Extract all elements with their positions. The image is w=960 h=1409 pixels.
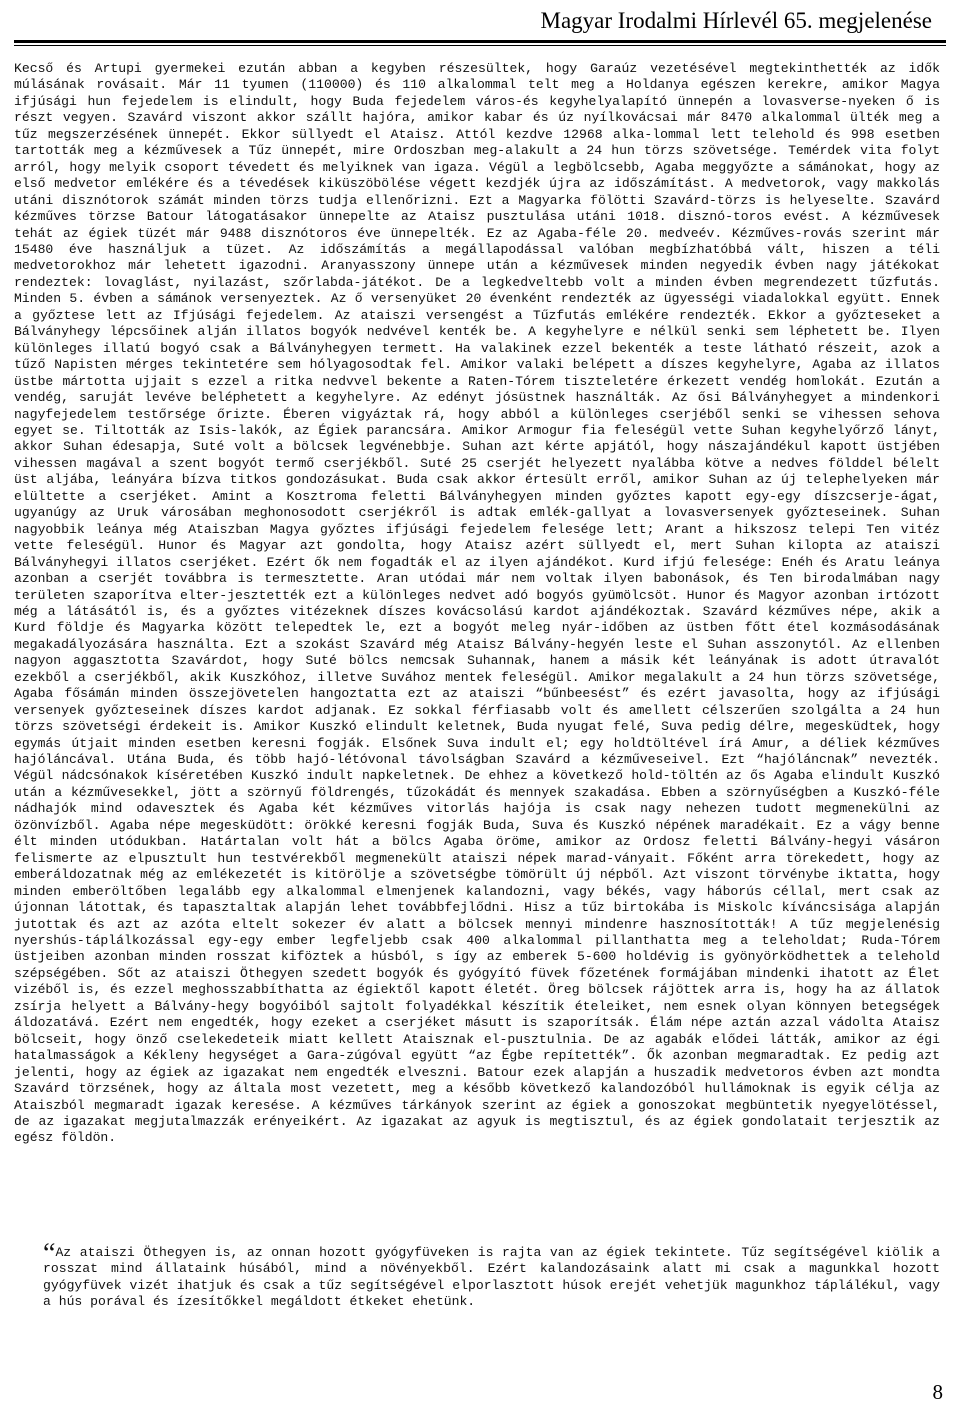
page-title: Magyar Irodalmi Hírlevél 65. megjelenése	[540, 8, 932, 33]
quote-mark: “	[43, 1238, 56, 1269]
header-divider-thin	[14, 45, 946, 46]
header-divider	[14, 40, 946, 43]
page-number: 8	[932, 1380, 943, 1404]
body-paragraph: Kecső és Artupi gyermekei ezután abban a kegyben részesültek, hogy Garaúz vezetésével megtekinthették az idők múlásának rovásait. Már 11 tyumen (110000) és 110 alkalommal telt meg a Holdanya egészen kerekre, amikor Magya ifjúsági hun fejedelem is elindult, hogy Buda fejedelem város-és kegyhelyalapító ünnepén a lovasverse-nyeken ő is részt vegyen. Szavárd viszont akkor szállt hajóra, amikor kabar és úz nyílkovácsai már 8470 alkalommal ülték meg a tűz megszerzésének ünnepét. Ekkor süllyedt el Ataisz. Attól kezdve 12968 alka-lommal lett telehold és 998 esetben tartották meg a kézművesek a Tűz ünnepét, mire Ordoszban meg-alakult a 24 hun törzs szövetsége. Temérdek vita folyt arról, hogy melyik csoport tévedett és melyiknek van igaza. Végül a legbölcsebb, Agaba meggyőzte a sámánokat, hogy az első medvetor emlékére és a tévedések kiküszöbölése végett kezdjék újra az időszámítást. A medvetorok, vagy makkolás utáni disznótorok számát minden törzs tudja ellenőrizni. Ezt a Magyarka fölötti Szavárd-törzs is helyeselte. Szavárd kézműves törzse Batour látogatásakor ünnepelte az Ataisz pusztulása utáni 1018. disznó-toros evést. A kézművesek tehát az égiek tüzét már 9488 disznótoros éve ünnepelték. Ez az Agaba-féle 20. medveév. Kézműves-rovás szerint már 15480 éve használjuk a tüzet. Az időszámítás a megállapodással valóban megbízhatóbbá vált, hiszen a téli medvetorokhoz már lehetett igazodni. Aranyasszony ünnepe után a kézművesek minden negyedik évben nagy játékokat rendeztek: lovaglást, nyilazást, szőrlabda-játékot. De a legkedveltebb volt a minden évben megrendezett tűzfutás. Minden 5. évben a sámánok versenyeztek. Az ő versenyüket 20 évenként rendezték az ügyességi viadalokkal együtt. Ennek a győztese lett az Ifjúsági fejedelem. Az ataiszi versengést a Tűzfutás emlékére rendezték. Ekkor a győzteseket a Bálványhegy lépcsőinek alján illatos bogyók nedvével kenték be. A kegyhelyre e nélkül senki sem léphetett be. Ilyen különleges illatú bogyó csak a Bálványhegyen termett. Ha valakinek ezzel bekenték a teste látható részeit, azok a tűző Napisten mérges tekintetére sem hólyagosodtak fel. Amikor valaki belépett a díszes kegyhelyre, Agaba az illatos üstbe mártotta ujjait s ezzel a ritka nedvvel bekente a Raten-Tórem tiszteletére érkezett vendég homlokát. Ezután a vendég, saruját levéve beléphetett a kegyhelyre. Az edényt jósüstnek használták. Az ősi Bálványhegyet a mindenkori nagyfejedelem testőrsége őrizte. Éberen vigyáztak rá, hogy abból a különleges cserjéből senki se vihessen sehova egyet se. Tiltották az Isis-lakók, az Égiek parancsára. Amikor Armogur fia feleségül vette Suhan kegyhelyőrző lányt, akkor Suhan édesapja, Suté volt a bölcsek legvénebbje. Suhan azt kérte apjától, hogy nászajándékul kapott üstjében vihessen magával a szent bogyót termő cserjékből. Suté 25 cserjét helyezett nyalábba kötve a nedves földdel bélelt üst aljába, leányára bízva titkos gondozásukat. Buda csak akkor értesült erről, amikor Suhan az új telephelyeken már elültette a cserjéket. Amint a Kosztroma feletti Bálványhegyen minden győztes kapott egy-egy díszcserje-ágat, ugyanúgy az Uruk városában meghonosodott cserjékről is adtak emlék-gallyat a lovasversenyek győzteseinek. Suhan nagyobbik leánya még Ataiszban Magya győztes ifjúsági fejedelem felesége lett; Arant a hikszosz telepi Ten vitéz vette feleségül. Hunor és Magyar azt gondolta, hogy Ataisz azért süllyedt el, mert Suhan kilopta az ataiszi Bálványhegyi illatos cserjéket. Ezért ők nem fogadták el az ilyen ajándékot. Kurd ifjú felesége: Enéh és Aratu leánya azonban a cserjét továbbra is termesztette. Aran utódai már nem voltak ilyen babonások, és Ten birodalmában nagy területen szaporítva elter-jesztették ezt a különleges nedvet adó bogyós gyümölcsöt. Hunor és Magyor azonban irtózott még a látásától is, és a győztes vitézeknek díszes kovácsolású kardot ajándékoztak. Szavárd kézműves népe, akik a Kurd földje és Magyarka között telepedtek le, ezt a bogyót meleg nyár-időben az üstben főtt étel kozmásodásának megakadályozására használta. Ezt a szokást Szavárd még Ataisz Bálvány-hegyén leste el Suhan asszonytól. Az ellenben nagyon aggasztotta Szavárdot, hogy Suté bölcs nemcsak Suhannak, hanem a másik két leányának is adott útravalót ezekből a cserjékből, akik Kuszkóhoz, illetve Suvához mentek feleségül. Amikor megalakult a 24 hun törzs szövetsége, Agaba fősámán minden összejövetelen hangoztatta ezt az ataiszi “bűnbeesést” és ezért javasolta, hogy az ifjúsági versenyek győzteseinek díszes kardot adjanak. Ez sokkal férfiasabb volt és amellett célszerűen szolgálta a 24 hun törzs szövetségi érdekeit is. Amikor Kuszkó elindult keletnek, Buda nyugat felé, Suva pedig délre, megesküdtek, hogy egymás útjait minden esetben keresni fogják. Elsőnek Suva indult el; egy holdtöltével írá Amur, a déliek kézműves hajóláncával. Utána Buda, és több hajó-létóvonal távolságban Szavárd a kézműveseivel. Ezt “hajóláncnak” nevezték. Végül nádcsónakok kíséretében Kuszkó indult napkeletnek. De ehhez a következő hold-töltén az ős Agaba elindult Kuszkó után a kézművesekkel, jött a szörnyű földrengés, tűzokádát és mennyek szakadása. Ebben a szörnyűségben a Kuszkó-féle nádhajók mind odavesztek és Agaba két kézműves vitorlás hajója is csak nagy nehezen tudott megmenekülni az özönvízből. Agaba népe megesküdött: örökké keresni fogják Buda, Suva és Kuszkó népének maradékait. Ez a vágy benne élt minden utódukban. Határtalan volt hát a bölcs Agaba öröme, amikor az Ordosz feletti Bálvány-hegyi vásáron felismerte az elpusztult hun testvérekből megmenekült ataiszi népek marad-ványait. Főként arra törekedett, hogy az emberáldozatnak még az emlékezetét is kitörölje a szövetségbe tömörült új népből. Azt viszont törvénybe iktatta, hogy minden emberöltőben legalább egy alkalommal elmenjenek kalandozni, vagy békés, vagy háborús céllal, mert csak az újonnan látottak, és tapasztaltak alapján lehet továbbfejlődni. Hisz a tűz birtokába is Miskolc kíváncsisága alapján jutottak és azt az azóta eltelt sokezer év alatt a bölcsek mennyi mindenre hasznosították! A tűz megjelenésig nyershús-táplálkozással egy-egy ember legfeljebb csak 400 alkalommal pillanthatta meg a teleholdat; Ruda-Tórem üstjeiben azonban minden rosszat kiföztek a húsból, s így az emberek 5-600 holdévig is gyönyörködhettek a telehold szépségében. Sőt az ataiszi Öthegyen szedett bogyók és gyógyító füvek főzetének formájában mindenki ihatott az Élet vizéből is, és ezzel meghosszabbíthatta az égiektől kapott életét. Öreg bölcsek rájöttek arra is, hogy ha az állatok zsírja helyett a Bálvány-hegy bogyóiból sajtolt folyadékkal készítik ételeiket, nem esnek olyan könnyen betegségek áldozatává. Ezért nem engedték, hogy ezeket a cserjéket másutt is szaporítsák. Élám népe aztán azzal vádolta Ataisz bölcseit, hogy önző cselekedeteik miatt kellett Ataisznak el-pusztulnia. De az agabák elődei látták, amikor az égi hatalmasságok a Kékleny hegységet a Gara-zúgóval együtt “az Égbe repítették”. Ők azonban megmaradtak. Ez pedig azt jelenti, hogy az égiek az igazakat nem engedték elveszni. Batour ezek alapján a huszadik medvetoros évben azt mondta Szavárd törzsének, hogy az általa most vezetett, meg a később következő kalandozóból hullámoknak is egyik célja az Ataiszból megmaradt igazak keresése. A kézműves tárkányok szerint az égiek a gonoszokat megbüntetik nyegyelötéssel, de az igazakat megjutalmazzák erényeikért. Az igazakat az agyuk is megtisztul, és az égiek gondolatait terjesztik az egész földön.	[14, 61, 940, 1146]
quote-paragraph	[43, 1238, 940, 1311]
quote-text: Az ataiszi Öthegyen is, az onnan hozott gyógyfüveken is rajta van az égiek tekintete. Tűz segítségével kiölik a rosszat mind állataink húsából, mind a növényekből. Ezért kalandozásaink alatt mi csak a magunkkal hozott gyógyfüvek vizét ihatjuk és csak a tűz segítségével elporlasztott húsok erejét vehetjük magunkhoz táplálékul, vagy a hús porával és ízesítőkkel megáldott étkeket ehetünk.	[43, 1245, 940, 1310]
